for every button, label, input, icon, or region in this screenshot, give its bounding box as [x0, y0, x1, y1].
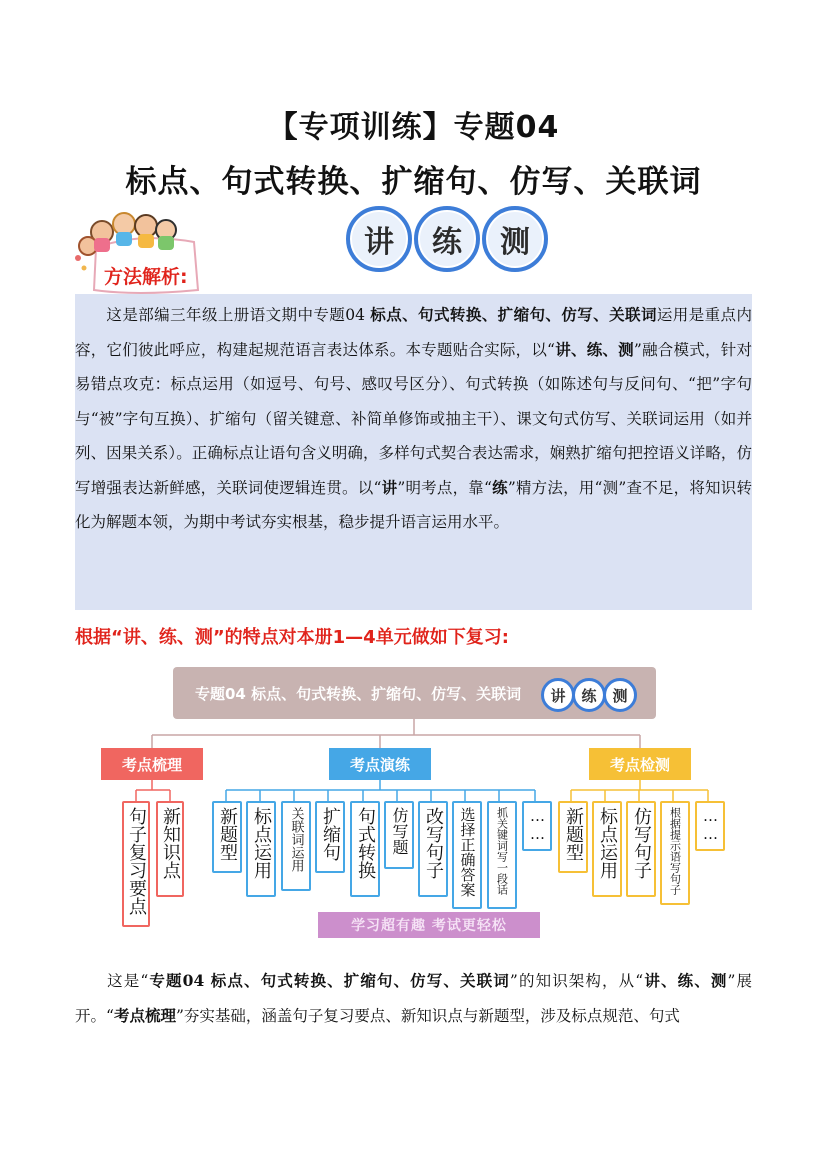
mindmap-item: ……: [695, 801, 725, 851]
mindmap-slogan: 学习超有趣 考试更轻松: [318, 912, 540, 938]
mindmap-item: 改写句子: [418, 801, 448, 897]
badge-jiang: 讲: [346, 206, 412, 272]
category-kaodian-yanlian: 考点演练: [329, 748, 431, 780]
mindmap-item: 标点运用: [246, 801, 276, 897]
method-analysis-label: 方法解析:: [104, 266, 188, 288]
title-line-2: 标点、句式转换、扩缩句、仿写、关联词: [125, 164, 702, 200]
badge-lian: 练: [414, 206, 480, 272]
mindmap-item: 新题型: [212, 801, 242, 873]
mindmap-root-title: 专题04 标点、句式转换、扩缩句、仿写、关联词: [195, 685, 522, 703]
mindmap-item: 标点运用: [592, 801, 622, 897]
review-heading: 根据“讲、练、测”的特点对本册1—4单元做如下复习:: [75, 627, 509, 648]
mindmap-item: 仿写句子: [626, 801, 656, 897]
title-line-1: 【专项训练】专题04: [267, 110, 560, 145]
mindmap-item: 扩缩句: [315, 801, 345, 873]
mindmap-item: 新知识点: [156, 801, 184, 897]
mindmap-item: ……: [522, 801, 552, 851]
category-kaodian-shuli: 考点梳理: [101, 748, 203, 780]
mindmap-item: 抓关键词写一段话: [487, 801, 517, 909]
outro-paragraph: 这是“专题04 标点、句式转换、扩缩句、仿写、关联词”的知识架构，从“讲、练、测”展开。“考点梳理”夯实基础，涵盖句子复习要点、新知识点与新题型，涉及标点规范、句式: [75, 971, 752, 1025]
mindmap-item: 根据提示语写句子: [660, 801, 690, 905]
mindmap-badge-jiang: 讲: [541, 678, 575, 712]
mindmap-item: 新题型: [558, 801, 588, 873]
mindmap-item: 选择正确答案: [452, 801, 482, 909]
mindmap-item: 仿写题: [384, 801, 414, 869]
mindmap-badge-ce: 测: [603, 678, 637, 712]
category-kaodian-jiance: 考点检测: [589, 748, 691, 780]
intro-paragraph: 这是部编三年级上册语文期中专题04 标点、句式转换、扩缩句、仿写、关联词运用是重点内容，它们彼此呼应，构建起规范语言表达体系。本专题贴合实际，以“讲、练、测”融合模式，针对易错点攻克：标点运用（如逗号、句号、感叹号区分）、句式转换（如陈述句与反问句、“把”字句与“被”字句互换）、扩缩句（留关键意、补简单修饰或抽主干）、课文句式仿写、关联词运用（如并列、因果关系）。正确标点让语句含义明确，多样句式契合表达需求，娴熟扩缩句把控语义详略，仿写增强表达新鲜感，关联词使逻辑连贯。以“讲”明考点，靠“练”精方法，用“测”查不足，将知识转化为解题本领，为期中考试夯实根基，稳步提升语言运用水平。: [75, 305, 752, 531]
badge-ce: 测: [482, 206, 548, 272]
mindmap-item: 句子复习要点: [122, 801, 150, 927]
mindmap-item: 句式转换: [350, 801, 380, 897]
mindmap-badge-lian: 练: [572, 678, 606, 712]
mindmap-item: 关联词运用: [281, 801, 311, 891]
